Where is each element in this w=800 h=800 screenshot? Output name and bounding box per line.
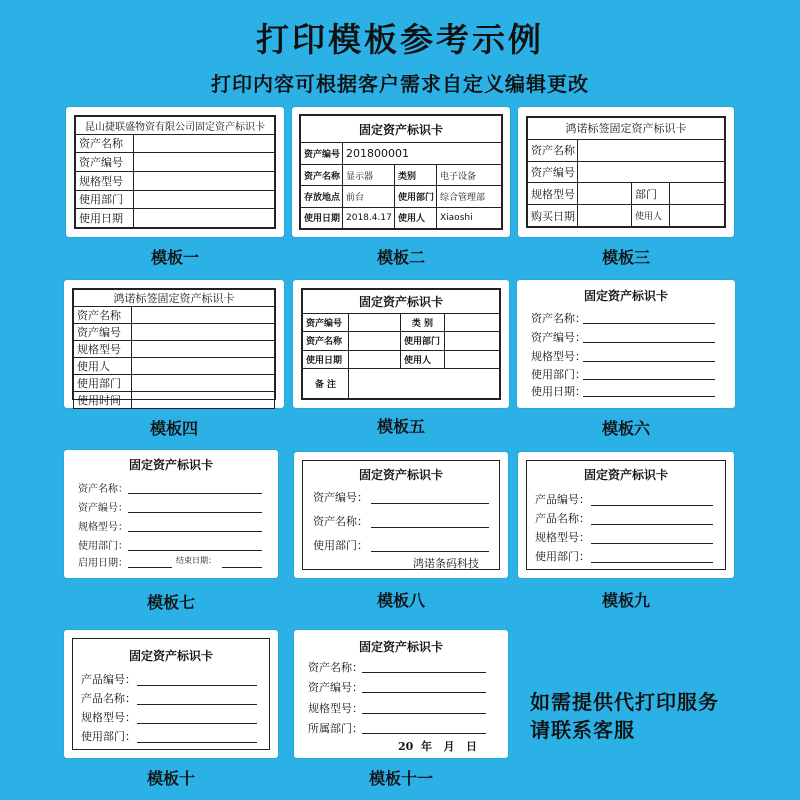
field-label: 资产编号： (313, 491, 368, 504)
template-3-heading: 鸿诺标签固定资产标识卡 (528, 118, 725, 140)
field-label: 规格型号： (78, 522, 128, 533)
field-label: 资产编号 (76, 153, 134, 172)
fill-line (128, 550, 262, 551)
service-promo-line-1: 如需提供代打印服务 (530, 690, 719, 714)
template-7-card[interactable] (64, 450, 278, 578)
template-3-table (527, 117, 725, 227)
field-value (132, 341, 275, 358)
field-label: 启用日期： (78, 558, 128, 569)
template-8-heading: 固定资产标识卡 (358, 468, 443, 482)
fill-line (362, 672, 486, 673)
field-label: 使用部门 (74, 375, 132, 392)
fill-line (591, 543, 713, 544)
fill-line (362, 733, 486, 734)
date-line: 20 年 月 日 (398, 740, 477, 753)
field-label: 使用人 (395, 207, 437, 228)
field-value (670, 205, 725, 227)
fill-line (591, 505, 713, 506)
field-label: 产品编号： (81, 673, 136, 686)
field-label: 使用部门： (535, 550, 590, 563)
field-label: 使用人 (632, 205, 670, 227)
template-10-card[interactable] (64, 630, 278, 758)
field-label: 使用部门： (313, 539, 368, 552)
template-3-caption: 模板三 (601, 248, 650, 267)
field-label: 资产名称： (313, 515, 368, 528)
field-value (578, 183, 632, 205)
template-1-caption: 模板一 (150, 248, 199, 267)
field-value (132, 307, 275, 324)
fill-line (128, 512, 262, 513)
field-value: 前台 (343, 186, 395, 207)
field-value (349, 369, 500, 399)
template-1-heading: 昆山捷联盛物资有限公司固定资产标识卡 (76, 117, 275, 135)
fill-line (583, 342, 715, 343)
fill-line (128, 567, 172, 568)
field-label: 使用日期 (301, 207, 343, 228)
fill-line (371, 503, 489, 504)
template-2-caption: 模板二 (376, 248, 425, 267)
field-label: 使用部门 (395, 186, 437, 207)
fill-line (137, 704, 257, 705)
page-title: 打印模板参考示例 (256, 20, 544, 59)
fill-line (583, 379, 715, 380)
fill-line (583, 396, 715, 397)
template-4-card[interactable] (64, 280, 284, 408)
template-2-heading: 固定资产标识卡 (301, 116, 502, 143)
field-value (134, 171, 275, 190)
fill-line (137, 723, 257, 724)
fill-line (137, 685, 257, 686)
field-label: 类 别 (401, 313, 445, 331)
field-label: 备 注 (303, 369, 349, 399)
fill-line (222, 567, 262, 568)
field-value (445, 332, 500, 350)
field-label: 规格型号： (308, 702, 363, 715)
field-label: 规格型号 (528, 183, 578, 205)
template-11-heading: 固定资产标识卡 (358, 640, 443, 654)
field-label: 存放地点 (301, 186, 343, 207)
field-label: 使用部门： (81, 730, 136, 743)
field-label: 资产名称 (528, 139, 578, 161)
field-value (134, 190, 275, 209)
field-label: 资产名称 (301, 164, 343, 185)
template-8-caption: 模板八 (376, 591, 425, 610)
field-value: 显示器 (343, 164, 395, 185)
field-label: 规格型号： (531, 350, 586, 363)
field-label: 资产名称 (74, 307, 132, 324)
field-label: 资产名称： (531, 312, 586, 325)
field-value (134, 134, 275, 153)
template-9-label (526, 460, 726, 570)
field-value (349, 350, 401, 368)
template-7-heading: 固定资产标识卡 (128, 458, 213, 472)
template-2-card[interactable] (292, 107, 510, 237)
field-label: 使用日期 (303, 350, 349, 368)
template-9-caption: 模板九 (601, 591, 650, 610)
template-2-label (299, 114, 503, 230)
field-value (445, 313, 500, 331)
field-value: 2018.4.17 (343, 207, 395, 228)
field-value (578, 161, 725, 183)
template-6-card[interactable] (517, 280, 735, 408)
field-label: 资产名称 (303, 332, 349, 350)
template-9-heading: 固定资产标识卡 (583, 468, 668, 482)
fill-line (362, 713, 486, 714)
field-value (134, 209, 275, 228)
field-value: 电子设备 (437, 164, 502, 185)
template-9-card[interactable] (518, 452, 734, 578)
fill-line (137, 742, 257, 743)
field-label: 产品名称： (81, 692, 136, 705)
service-promo-line-2: 请联系客服 (530, 718, 635, 742)
field-label: 资产编号 (303, 313, 349, 331)
field-label: 产品名称： (535, 512, 590, 525)
field-label: 使用日期： (531, 385, 586, 398)
field-label: 类别 (395, 164, 437, 185)
field-label: 使用部门： (531, 368, 586, 381)
company-name: 鸿诺条码科技 (413, 557, 479, 570)
template-5-heading: 固定资产标识卡 (303, 290, 500, 314)
page-subtitle: 打印内容可根据客户需求自定义编辑更改 (211, 72, 589, 96)
field-value (445, 350, 500, 368)
template-5-label (301, 288, 501, 400)
field-label: 使用部门 (76, 190, 134, 209)
template-5-card[interactable] (293, 280, 509, 408)
field-value (132, 392, 275, 409)
field-label: 使用部门： (78, 541, 128, 552)
field-value: 201800001 (343, 143, 502, 164)
fill-line (362, 692, 486, 693)
template-4-heading: 鸿诺标签固定资产标识卡 (74, 290, 275, 307)
template-4-table (73, 289, 275, 409)
field-label: 使用部门 (401, 332, 445, 350)
field-label: 购买日期 (528, 205, 578, 227)
fill-line (591, 562, 713, 563)
fill-line (591, 524, 713, 525)
field-value (349, 332, 401, 350)
field-label: 所属部门： (308, 722, 363, 735)
field-label: 资产编号： (78, 503, 128, 514)
field-value (578, 205, 632, 227)
template-5-table (302, 289, 500, 399)
template-5-caption: 模板五 (376, 417, 425, 436)
template-10-label (72, 638, 270, 750)
field-label: 资产名称： (308, 661, 363, 674)
fill-line (128, 493, 262, 494)
field-value (670, 183, 725, 205)
template-2-table (300, 115, 502, 229)
template-7-caption: 模板七 (146, 593, 195, 612)
fill-line (583, 323, 715, 324)
field-value (132, 358, 275, 375)
field-label: 产品编号： (535, 493, 590, 506)
field-label: 使用人 (401, 350, 445, 368)
template-1-table (75, 116, 275, 228)
field-label: 资产名称 (76, 134, 134, 153)
field-label: 资产编号： (531, 331, 586, 344)
field-value (349, 313, 401, 331)
template-11-caption: 模板十一 (368, 769, 433, 788)
template-8-label (302, 460, 500, 570)
template-10-caption: 模板十 (146, 769, 195, 788)
template-6-heading: 固定资产标识卡 (583, 289, 668, 303)
field-label: 规格型号： (535, 531, 590, 544)
fill-line (583, 361, 715, 362)
field-label: 规格型号： (81, 711, 136, 724)
template-1-card[interactable] (66, 107, 284, 237)
template-8-card[interactable] (294, 452, 508, 578)
field-label: 使用时间 (74, 392, 132, 409)
template-3-label (526, 116, 726, 228)
template-1-label (74, 115, 276, 229)
fill-line (371, 551, 489, 552)
field-value (578, 139, 725, 161)
field-label: 规格型号 (74, 341, 132, 358)
field-label: 使用日期 (76, 209, 134, 228)
field-value (134, 153, 275, 172)
field-label: 使用人 (74, 358, 132, 375)
field-label: 资产编号 (301, 143, 343, 164)
field-label: 规格型号 (76, 171, 134, 190)
field-label: 结束日期： (176, 556, 216, 565)
field-label: 资产编号 (528, 161, 578, 183)
field-label: 资产名称： (78, 484, 128, 495)
field-value (132, 324, 275, 341)
field-value: Xiaoshi (437, 207, 502, 228)
template-10-heading: 固定资产标识卡 (128, 649, 213, 663)
template-4-caption: 模板四 (149, 419, 198, 438)
template-6-caption: 模板六 (601, 419, 650, 438)
field-label: 资产编号： (308, 681, 363, 694)
fill-line (371, 527, 489, 528)
fill-line (128, 531, 262, 532)
field-value: 综合管理部 (437, 186, 502, 207)
field-label: 部门 (632, 183, 670, 205)
field-label: 资产编号 (74, 324, 132, 341)
field-value (132, 375, 275, 392)
template-3-card[interactable] (518, 107, 734, 237)
template-11-card[interactable] (294, 630, 508, 758)
template-4-label (72, 288, 276, 407)
